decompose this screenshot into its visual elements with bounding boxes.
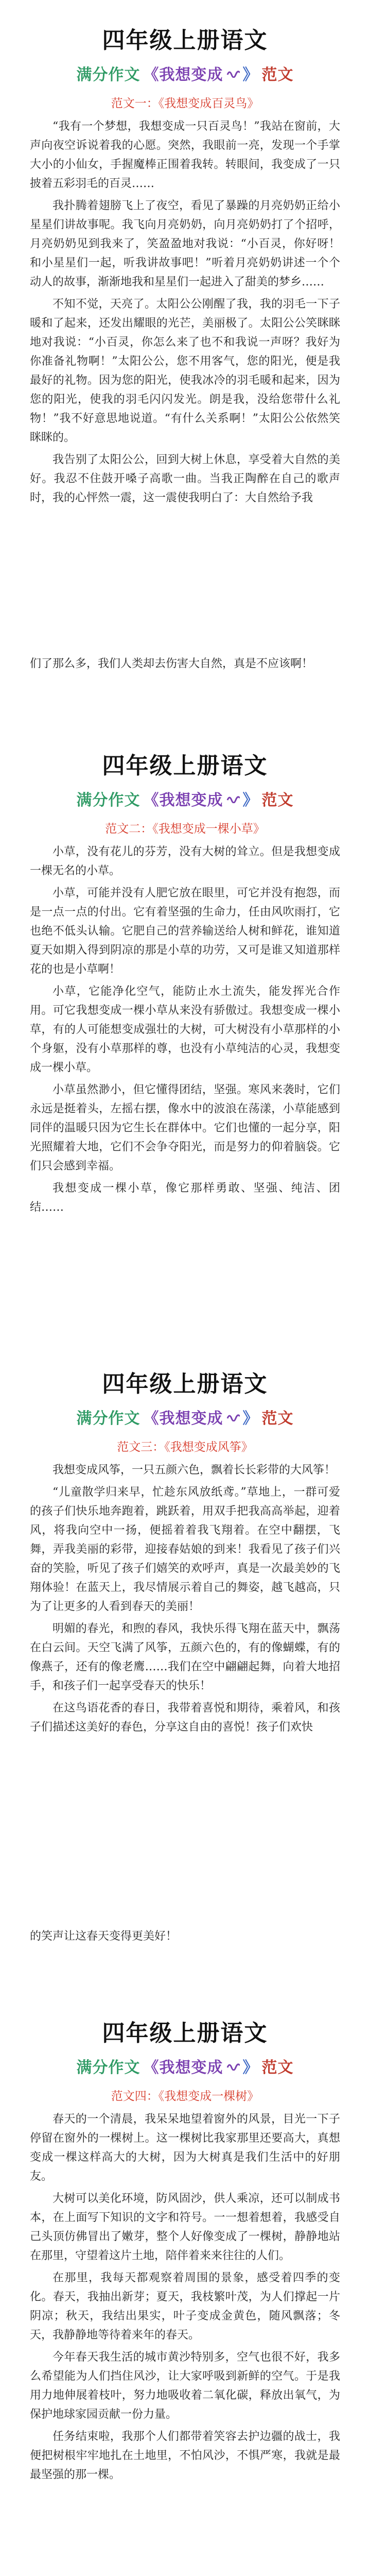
essay-subtitle: 范文一：《我想变成百灵鸟》 — [111, 97, 259, 110]
paragraph: 小草，可能并没有人肥它放在眼里，可它并没有抱怨，而是一点一点的付出。它有着坚强的生命力，任由风吹雨打，它也绝不低头认输。它肥自己的营养输送给人树和鲜花，谁知道夏天如期入得到阴凉的那是小草的功劳，又可是谁又知道那样花的也是小草啊！ — [30, 887, 340, 976]
paragraph: 小草，没有花儿的芬芳，没有大树的耸立。但是我想变成一棵无名的小草。 — [30, 845, 340, 877]
document-title: 四年级上册语文 — [102, 753, 268, 779]
continued-line: 的笑声让这春天变得更美好！ — [30, 1930, 178, 1943]
squiggle-icon — [226, 2061, 240, 2071]
paragraph: 春天的一个清晨，我呆呆地望着窗外的风景，目光一下子停留在窗外的一棵树上。这一棵树比我家那里还要高大，真想变成一棵这样高大的大树，因为大树真是我们生活中的好朋友。 — [30, 2113, 340, 2183]
paragraph: 我告别了太阳公公，回到大树上休息，享受着大自然的美好。我忍不住鼓开嗓子高歌一曲。当我正陶醉在自己的歌声时，我的心怦然一震，这一震使我明白了：大自然给予我 — [30, 453, 340, 504]
paragraph: 明媚的春光，和煦的春风，我快乐得飞翔在蓝天中，飘荡在白云间。天空飞满了风筝，五颜六色的，有的像蝴蝶，有的像燕子，还有的像老鹰……我们在空中翩翩起舞，向着大地招手，和孩子们一起享受春天的快乐！ — [30, 1622, 340, 1692]
banner-part: 《我想变成 — [143, 66, 223, 84]
paragraph: 小草，它能净化空气，能防止水土流失，能发挥光合作用。可它我想变成一棵小草从来没有骄傲过。我想变成一棵小草，有的人可能想变成强壮的大树，可大树没有小草那样的小个身躯，没有小草那样的尊，也没有小草纯洁的心灵，我想变成一棵小草。 — [30, 985, 340, 1074]
paragraph: 我想变成一棵小草，像它那样勇敢、坚强、纯洁、团结…… — [30, 1182, 340, 1214]
banner-decoration — [0, 2055, 370, 2077]
essay-page-3 — [0, 1288, 370, 1927]
banner-part: 《我想变成 — [143, 791, 223, 809]
paragraph: 任务结束啦，我那个人们都带着笑容去护边疆的战士，我便把树根牢牢地扎在土地里，不怕风沙，不惧严寒，我就是最最坚强的那一棵。 — [30, 2430, 340, 2481]
essay-subtitle: 范文四：《我想变成一棵树》 — [111, 2090, 259, 2103]
essay-subtitle: 范文二：《我想变成一棵小草》 — [105, 822, 265, 836]
banner-decoration — [0, 62, 370, 84]
squiggle-icon — [226, 794, 240, 803]
banner-part: 满分作文 — [76, 2059, 140, 2077]
banner-decoration — [0, 787, 370, 810]
paragraph: 我想变成风筝，一只五颜六色，飘着长长彩带的大风筝！ — [52, 1464, 336, 1477]
continued-line: 们了那么多，我们人类却去伤害大自然，真是不应该啊！ — [30, 657, 313, 670]
paragraph: 不知不觉，天亮了。太阳公公刚醒了我，我的羽毛一下子暖和了起来，还发出耀眼的光芒，美丽极了。太阳公公笑眯眯地对我说：“小百灵，你怎么来了也不和我说一声呀？我好为你准备礼物啊！”太阳公公，您不用客气，您的阳光，便是我最好的礼物。因为您的阳光，使我冰冷的羽毛暖和起来，因为您的阳光，使我的羽毛闪闪发光。朗是我，没给您带什么礼物！”我不好意思地说道。“有什么关系啊！”太阳公公依然笑眯眯的。 — [30, 298, 340, 444]
banner-part: 《我想变成 — [143, 1410, 223, 1428]
banner-part: 满分作文 — [76, 1410, 140, 1428]
squiggle-icon — [226, 69, 240, 78]
banner-part: 》 — [242, 1410, 259, 1428]
paragraph: 小草虽然渺小，但它懂得团结，坚强。寒风来袭时，它们永远是挺着头，左摇右摆，像水中的波浪在荡漾，小草能感到同伴的温暖只因为它生长在群体中。它们也懂的一起分享，阳光照耀着大地，它们不会争夺阳光，而是努力的仰着脑袋。它们只会感到幸福。 — [30, 1083, 340, 1173]
essay-page-4 — [0, 1927, 370, 2576]
banner-part: 满分作文 — [76, 791, 140, 809]
essay-subtitle: 范文三：《我想变成风筝》 — [117, 1440, 253, 1454]
paragraph: 今年春天我生活的城市黄沙特别多，空气也很不好，我多么希望能为人们挡住风沙，让大家呼吸到新鲜的空气。于是我用力地伸展着枝叶，努力地吸收着二氧化碳，释放出氧气，为保护地球家园贡献一份力量。 — [30, 2351, 340, 2421]
paragraph: “儿童散学归来早，忙趁东风放纸鸢。”草地上，一群可爱的孩子们快乐地奔跑着，跳跃着，用双手把我高高举起，迎着风，将我向空中一扬，便摇着着我飞翔着。在空中翻摆，飞舞，弄我美丽的彩带，迎接春姑娘的到来！我看见了孩子们兴奋的笑脸，听见了孩子们嬉笑的欢呼声，真是一次最美妙的飞翔体验！在蓝天上，我尽情展示着自己的舞姿，越飞越高，只为了让更多的人看到春天的美丽！ — [30, 1486, 340, 1613]
essay-page-2 — [0, 654, 370, 1288]
banner-part: 》 — [242, 2059, 259, 2077]
banner-part: 范文 — [261, 1410, 294, 1428]
document-title: 四年级上册语文 — [102, 27, 268, 54]
banner-part: 范文 — [261, 2059, 294, 2077]
essay-body — [0, 2110, 370, 2484]
essay-body — [0, 1461, 370, 1737]
banner-part: 范文 — [261, 66, 294, 84]
essay-body — [0, 842, 370, 1217]
paragraph: 在那里，我每天都观察着周围的景象，感受着四季的变化。春天，我抽出新芽；夏天，我枝繁叶茂，为人们撑起一片阴凉；秋天，我结出果实，叶子变成金黄色，随风飘落；冬天，我静静地等待着来年的春天。 — [30, 2272, 340, 2342]
essay-page-1 — [0, 0, 370, 654]
document-title: 四年级上册语文 — [102, 1371, 268, 1397]
document-title: 四年级上册语文 — [102, 2020, 268, 2046]
paragraph: 大树可以美化环境，防风固沙，供人乘凉，还可以制成书本，在上面写下知识的文字和符号。一一想着想着，我感受自己头顶仿佛冒出了嫩芽，整个人好像变成了一棵树，静静地站在那里，守望着这片土地，陪伴着来来往往的人们。 — [30, 2192, 340, 2262]
banner-part: 《我想变成 — [143, 2059, 223, 2077]
essay-body — [0, 117, 370, 507]
banner-part: 》 — [242, 791, 259, 809]
paragraph: “我有一个梦想，我想变成一只百灵鸟！”我站在窗前，大声向夜空诉说着我的心愿。突然，我眼前一亮，发现一个手掌大小的小仙女，手握魔棒正围着我转。转眼间，我变成了一只披着五彩羽毛的百灵…… — [30, 120, 340, 190]
banner-decoration — [0, 1405, 370, 1428]
squiggle-icon — [226, 1412, 240, 1421]
banner-part: 满分作文 — [76, 66, 140, 84]
banner-part: 》 — [242, 66, 259, 84]
banner-part: 范文 — [261, 791, 294, 809]
paragraph: 我扑腾着翅膀飞上了夜空，看见了暴躁的月亮奶奶正给小星星们讲故事呢。我飞向月亮奶奶，向月亮奶奶打了个招呼，月亮奶奶见到我来了，笑盈盈地对我说：“小百灵，你好呀！和小星星们一起，听我讲故事吧！”听着月亮奶奶讲述一个个动人的故事，渐渐地我和星星们一起进入了甜美的梦乡…… — [30, 199, 340, 289]
paragraph: 在这鸟语花香的春日，我带着喜悦和期待，乘着风，和孩子们描述这美好的春色，分享这自由的喜悦！孩子们欢快 — [30, 1702, 340, 1734]
